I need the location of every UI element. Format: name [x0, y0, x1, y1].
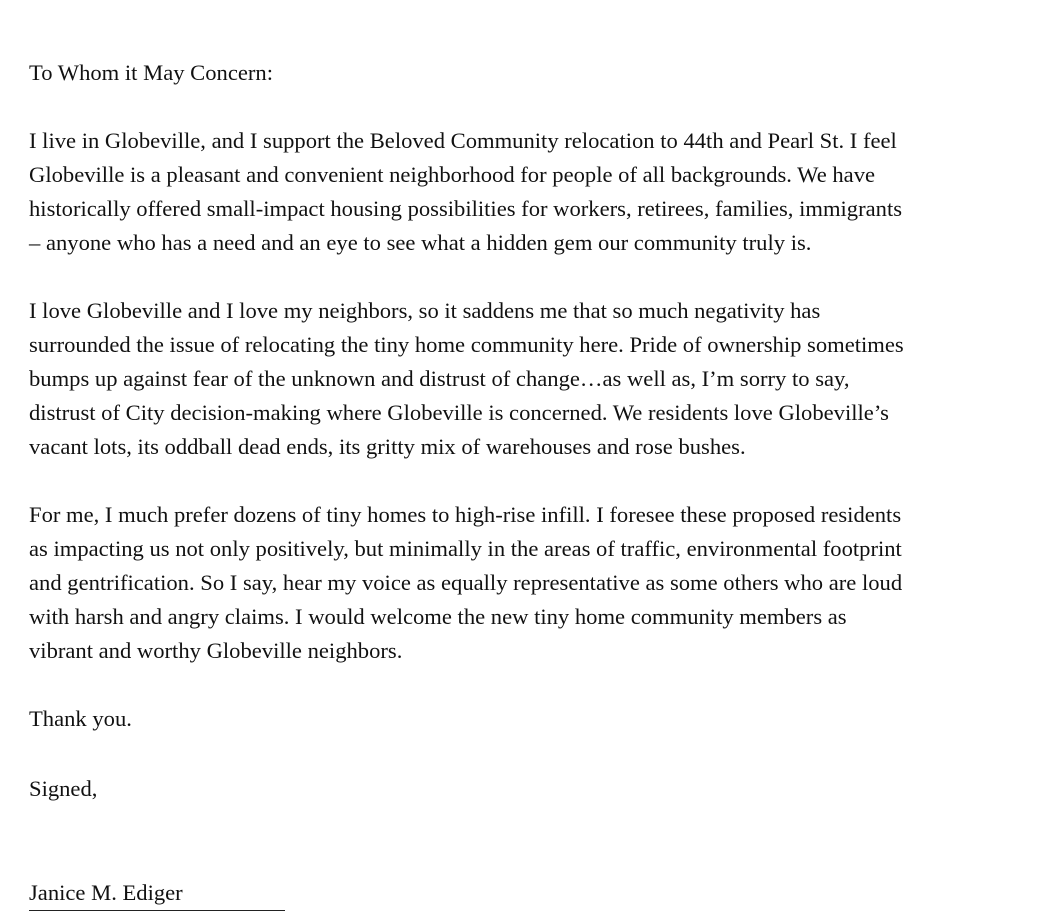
signature-line: [29, 876, 285, 911]
paragraph-line: and gentrification. So I say, hear my voice as equally representative as some others who are loud: [29, 570, 903, 595]
paragraph-support: [29, 124, 1019, 260]
paragraph-neighbors: [29, 294, 1019, 464]
paragraph-line: surrounded the issue of relocating the tiny home community here. Pride of ownership sometimes: [29, 332, 904, 357]
paragraph-line: For me, I much prefer dozens of tiny homes to high-rise infill. I foresee these proposed residents: [29, 502, 902, 527]
paragraph-line: – anyone who has a need and an eye to see what a hidden gem our community truly is.: [29, 230, 812, 255]
paragraph-line: as impacting us not only positively, but minimally in the areas of traffic, environmental footprint: [29, 536, 902, 561]
salutation: To Whom it May Concern:: [29, 60, 273, 85]
paragraph-line: bumps up against fear of the unknown and distrust of change…as well as, I’m sorry to say,: [29, 366, 850, 391]
signature-name: Janice M. Ediger: [29, 880, 183, 905]
signoff: Signed,: [29, 776, 98, 801]
paragraph-line: distrust of City decision-making where Globeville is concerned. We residents love Globeville’s: [29, 400, 889, 425]
paragraph-line: Globeville is a pleasant and convenient neighborhood for people of all backgrounds. We have: [29, 162, 876, 187]
closing-thanks: Thank you.: [29, 706, 132, 731]
paragraph-line: vibrant and worthy Globeville neighbors.: [29, 638, 403, 663]
paragraph-line: vacant lots, its oddball dead ends, its gritty mix of warehouses and rose bushes.: [29, 434, 746, 459]
paragraph-line: I love Globeville and I love my neighbors, so it saddens me that so much negativity has: [29, 298, 821, 323]
paragraph-line: historically offered small-impact housing possibilities for workers, retirees, families, immigrants: [29, 196, 903, 221]
paragraph-preference: [29, 498, 1019, 668]
paragraph-line: I live in Globeville, and I support the Beloved Community relocation to 44th and Pearl St. I feel: [29, 128, 897, 153]
letter-body: [29, 56, 1019, 806]
paragraph-line: with harsh and angry claims. I would welcome the new tiny home community members as: [29, 604, 847, 629]
